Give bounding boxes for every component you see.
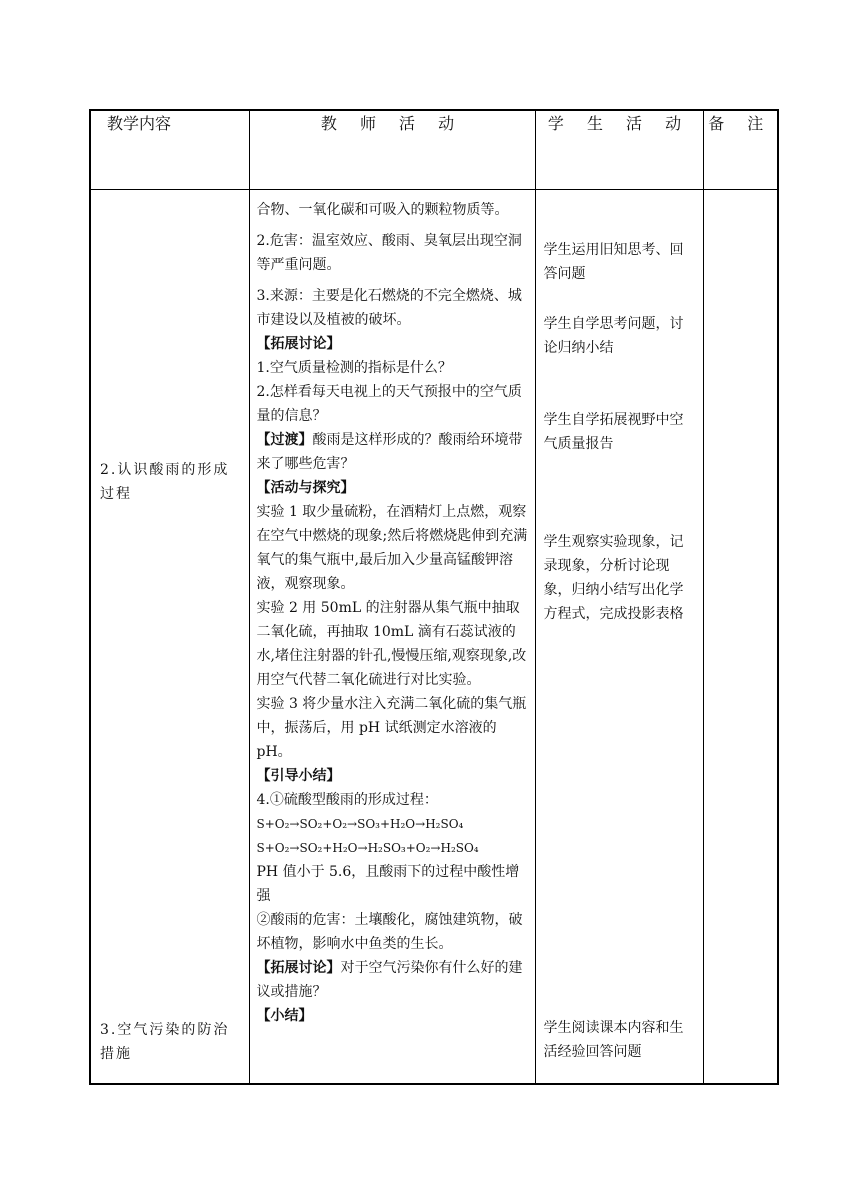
summary-heading: 【引导小结】 [256, 768, 341, 784]
header-remarks: 备 注 [703, 110, 778, 190]
discussion2-label: 【拓展讨论】 [256, 960, 341, 976]
summary-formation: 4.①硫酸型酸雨的形成过程： [256, 792, 438, 808]
transition-paragraph [257, 428, 528, 476]
teacher-activity-cell [249, 190, 535, 1085]
lesson-plan-table [89, 109, 779, 1085]
student-activity-cell [535, 190, 703, 1085]
student-activity-1: 学生运用旧知思考、回答问题 [543, 242, 684, 282]
content-cell [90, 190, 249, 1085]
experiment-3: 实验 3 将少量水注入充满二氧化硫的集气瓶中，振荡后，用 pH 试纸测定水溶液的 pH。 [256, 696, 527, 760]
content-item-prevention: 3.空气污染的防治措施 [100, 1022, 230, 1062]
student-activity-2: 学生自学思考问题，讨论归纳小结 [543, 316, 684, 356]
discussion-heading: 【拓展讨论】 [256, 336, 341, 352]
final-summary-heading: 【小结】 [256, 1008, 313, 1024]
body-row [90, 190, 778, 1085]
header-student-activity: 学 生 活 动 [535, 110, 703, 190]
student-activity-5: 学生阅读课本内容和生活经验回答问题 [543, 1020, 684, 1060]
equation-1: S+O₂→SO₂+O₂→SO₃+H₂O→H₂SO₄ [256, 817, 464, 831]
discussion-question-2: 2.怎样看每天电视上的天气预报中的空气质量的信息？ [256, 384, 522, 424]
teacher-para-pollutants: 合物、一氧化碳和可吸入的颗粒物质等。 [256, 202, 509, 218]
teacher-para-harm: 2.危害：温室效应、酸雨、臭氧层出现空洞等严重问题。 [256, 233, 522, 273]
discussion-question-1: 1.空气质量检测的指标是什么？ [256, 360, 452, 376]
experiment-2: 实验 2 用 50mL 的注射器从集气瓶中抽取二氧化硫，再抽取 10mL 滴有石蕊试液的水,堵住注射器的针孔,慢慢压缩,观察现象,改用空气代替二氧化硫进行对比实验。 [256, 600, 527, 688]
header-teaching-content: 教学内容 [90, 110, 249, 190]
transition-label: 【过渡】 [256, 432, 313, 448]
teacher-para-source: 3.来源：主要是化石燃烧的不完全燃烧、城市建设以及植被的破坏。 [256, 288, 522, 328]
transition-text: 酸雨是这样形成的？酸雨给环境带来了哪些危害？ [256, 432, 523, 472]
content-item-acid-rain: 2.认识酸雨的形成过程 [100, 462, 230, 502]
discussion2-paragraph [257, 956, 528, 1004]
equation-2: S+O₂→SO₂+H₂O→H₂SO₃+O₂→H₂SO₄ [256, 841, 479, 855]
student-activity-4: 学生观察实验现象，记录现象，分析讨论现象，归纳小结写出化学方程式，完成投影表格 [543, 534, 684, 622]
discussion2-text: 对于空气污染你有什么好的建议或措施？ [256, 960, 523, 1000]
student-activity-3: 学生自学拓展视野中空气质量报告 [543, 412, 684, 452]
experiment-1: 实验 1 取少量硫粉，在酒精灯上点燃，观察在空气中燃烧的现象;然后将燃烧匙伸到充满氧气的集气瓶中,最后加入少量高锰酸钾溶液，观察现象。 [256, 504, 528, 592]
explore-heading: 【活动与探究】 [256, 480, 355, 496]
ph-note: PH 值小于 5.6，且酸雨下的过程中酸性增强 [256, 864, 520, 904]
remarks-cell [703, 190, 778, 1085]
header-teacher-activity: 教 师 活 动 [249, 110, 535, 190]
header-row [90, 110, 778, 190]
acid-rain-harm: ②酸雨的危害：土壤酸化，腐蚀建筑物，破坏植物，影响水中鱼类的生长。 [256, 912, 523, 952]
